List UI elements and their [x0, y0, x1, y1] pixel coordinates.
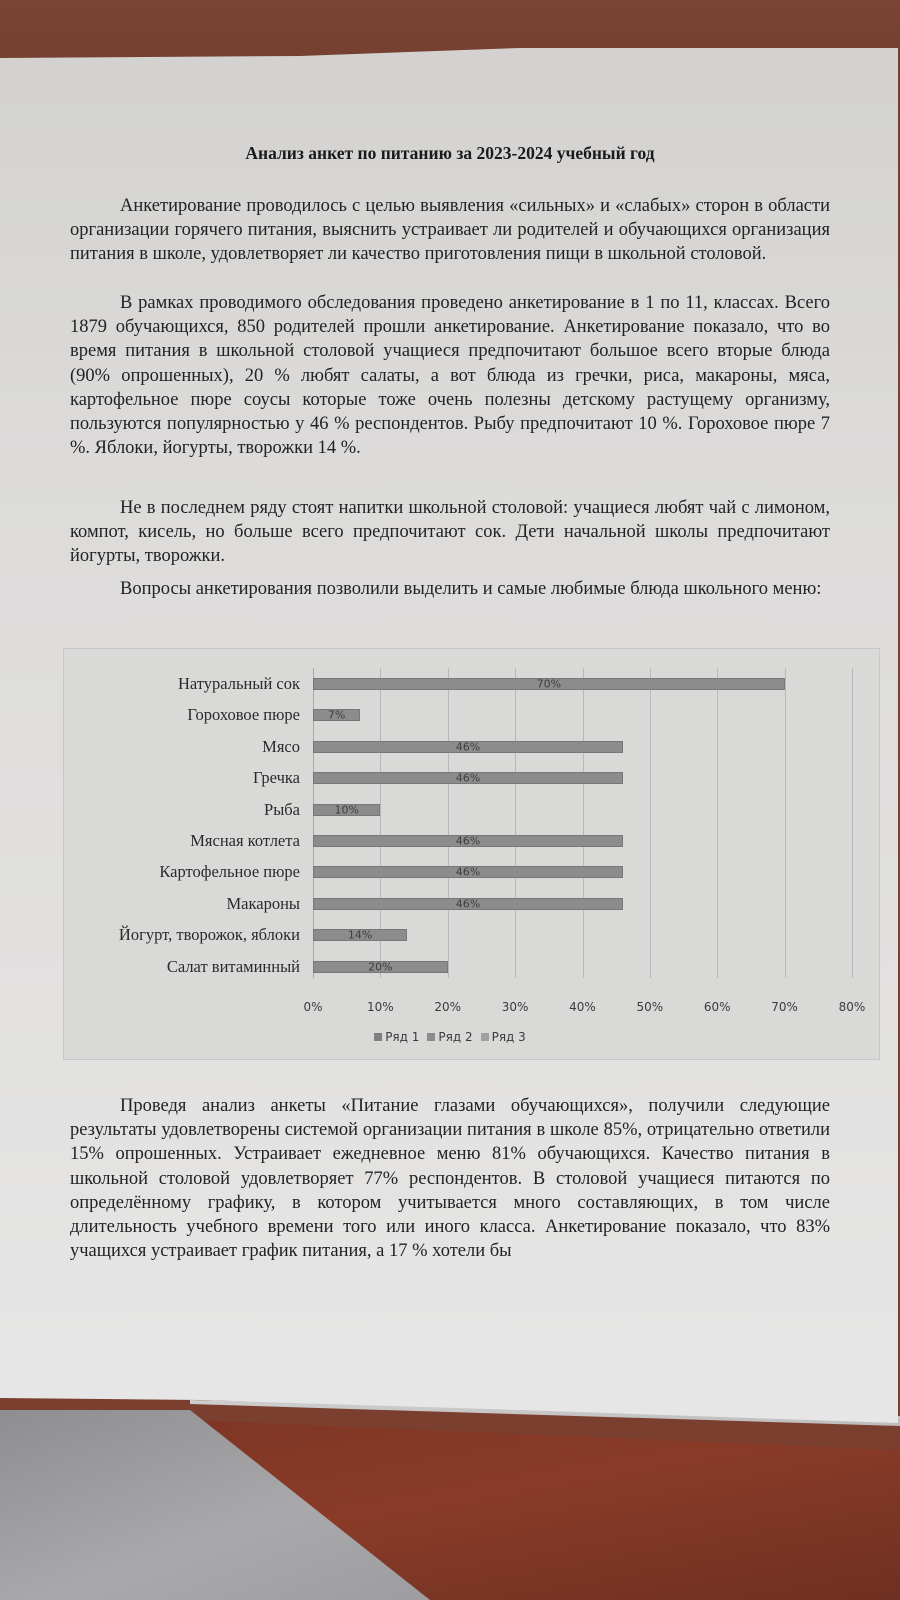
- x-tick-label: 10%: [367, 1000, 394, 1014]
- bar-value-label: 10%: [334, 803, 359, 817]
- legend-swatch-3: [481, 1033, 489, 1041]
- paragraph-5: Проведя анализ анкеты «Питание глазами обучающихся», получили следующие результаты удовлетворены системой организации питания в школе 85%, отрицательно ответили 15% опрошенных. Устраивает ежедневное меню 81% обучающихся. Качество питания в школьной столовой удовлетворяет 77% респондентов. В столовой учащиеся питаются по определённому графику, в котором учитывается много составляющих, в том числе длительность учебного времени того или иного класса. Анкетирование показало, что 83% учащихся устраивает график питания, а 17 % хотели бы: [70, 1096, 830, 1262]
- category-label: Макароны: [226, 893, 300, 913]
- bar-value-label: 46%: [455, 740, 481, 754]
- paragraph-4: Вопросы анкетирования позволили выделить и самые любимые блюда школьного меню:: [120, 579, 822, 599]
- gridline: [717, 668, 718, 978]
- bar-value-label: 7%: [327, 708, 346, 722]
- bar-value-label: 46%: [455, 897, 481, 911]
- legend-label-2: Ряд 2: [438, 1030, 473, 1044]
- bar-value-label: 46%: [455, 771, 481, 785]
- x-tick-label: 20%: [434, 1000, 462, 1014]
- x-tick-label: 30%: [501, 1000, 529, 1014]
- bar-value-label: 14%: [347, 928, 373, 942]
- x-tick-label: 70%: [771, 1000, 798, 1014]
- x-tick-label: 60%: [703, 1000, 731, 1014]
- legend-item-1: [374, 1030, 419, 1044]
- category-label: Йогурт, творожок, яблоки: [118, 925, 300, 945]
- x-tick-label: 0%: [303, 1000, 323, 1014]
- category-label: Салат витаминный: [166, 956, 300, 976]
- bar-value-label: 20%: [368, 960, 393, 974]
- paragraph-2: В рамках проводимого обследования проведено анкетирование в 1 по 11, классах. Всего 1879 обучающихся, 850 родителей прошли анкетирование. Анкетирование показало, что во время питания в школьной столовой учащиеся предпочитают большое всего вторые блюда (90% опрошенных), 20 % любят салаты, а вот блюда из гречки, риса, макароны, мяса, картофельное пюре соусы которые тоже очень полезны детскому растущему организму, пользуются популярностью у 46 % респондентов. Рыбу предпочитают 10 %. Гороховое пюре 7 %. Яблоки, йогурты, творожки 14 %.: [70, 293, 830, 459]
- gridline: [583, 668, 584, 978]
- gridline: [448, 668, 449, 978]
- category-label: Мясо: [262, 736, 300, 756]
- legend-label-3: Ряд 3: [491, 1030, 526, 1044]
- chart-frame: [63, 648, 880, 1060]
- legend-label-1: Ряд 1: [385, 1030, 420, 1044]
- document-title: Анализ анкет по питанию за 2023-2024 учебный год: [245, 143, 655, 163]
- paragraph-1: Анкетирование проводилось с целью выявления «сильных» и «слабых» сторон в области организации горячего питания, выяснить устраивает ли родителей и обучающихся организация питания в школе, удовлетворяет ли качество приготовления пищи в школьной столовой.: [70, 196, 830, 265]
- bar-value-label: 46%: [455, 834, 481, 848]
- legend-item-3: [481, 1030, 526, 1044]
- category-label: Натуральный сок: [178, 674, 300, 693]
- gridline: [515, 668, 516, 978]
- x-tick-label: 40%: [569, 1000, 596, 1014]
- category-label: Рыба: [264, 799, 300, 819]
- bar-value-label: 70%: [536, 677, 562, 691]
- category-label: Гороховое пюре: [187, 705, 300, 725]
- legend-swatch-2: [427, 1033, 435, 1041]
- x-tick-label: 50%: [636, 1000, 664, 1014]
- gridline: [785, 668, 786, 978]
- category-label: Гречка: [252, 768, 300, 788]
- paragraph-3: Не в последнем ряду стоят напитки школьной столовой: учащиеся любят чай с лимоном, компот, кисель, но больше всего предпочитают сок. Дети начальной школы предпочитают йогурты, творожки.: [70, 498, 830, 567]
- x-tick-label: 80%: [838, 1000, 866, 1014]
- legend-swatch-1: [374, 1033, 382, 1041]
- chart-legend: [0, 1030, 900, 1044]
- gridline: [852, 668, 853, 978]
- bar-value-label: 46%: [455, 865, 481, 879]
- legend-item-2: [427, 1030, 472, 1044]
- category-label: Мясная котлета: [190, 831, 300, 850]
- category-label: Картофельное пюре: [159, 862, 300, 882]
- gridline: [650, 668, 651, 978]
